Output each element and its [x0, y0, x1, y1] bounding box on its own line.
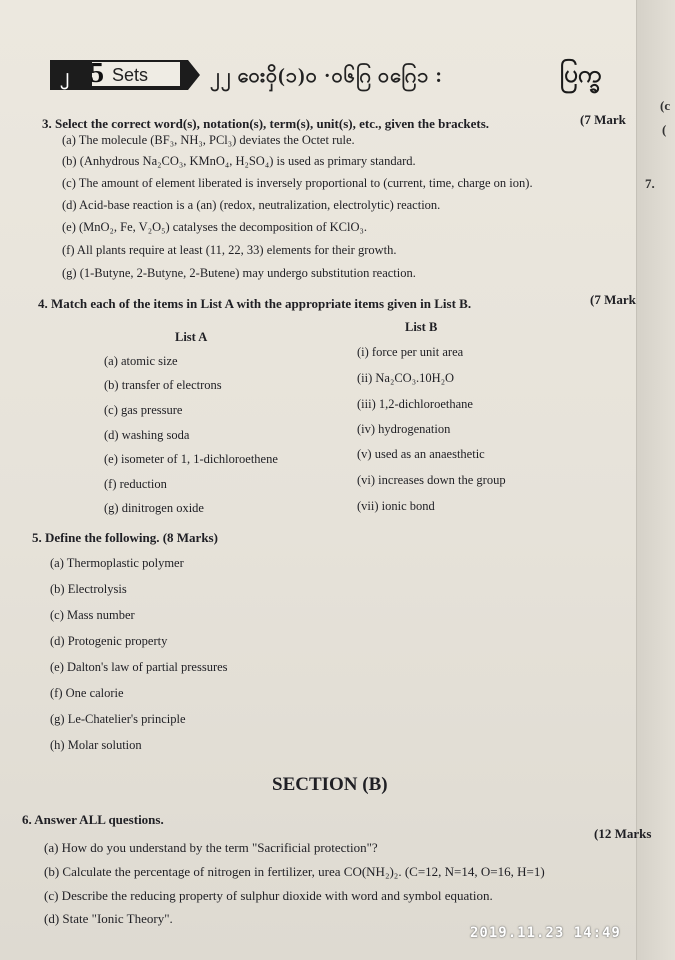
list-a-item: (a) atomic size: [104, 354, 178, 368]
q4-marks: (7 Mark: [590, 292, 636, 307]
list-b-item: (iv) hydrogenation: [357, 422, 451, 436]
q3-item-c: (c) The amount of element liberated is inversely proportional to (current, time, charge on ion).: [62, 176, 533, 190]
q5-item-g: (g) Le-Chatelier's principle: [50, 712, 186, 726]
side-fragment: (c: [660, 98, 671, 113]
list-a-item: (g) dinitrogen oxide: [104, 501, 204, 515]
list-b-item: (vi) increases down the group: [357, 473, 506, 487]
list-b-item: (vii) ionic bond: [357, 499, 435, 513]
q6-title: 6. Answer ALL questions.: [22, 812, 164, 827]
badge-number: ၂: [60, 65, 69, 85]
q4-title: 4. Match each of the items in List A with the appropriate items given in List B.: [38, 296, 472, 311]
q6-item-d: (d) State "Ionic Theory".: [44, 911, 173, 926]
list-a-item: (f) reduction: [104, 477, 167, 491]
list-b-item: (i) force per unit area: [357, 345, 464, 359]
q5-item-a: (a) Thermoplastic polymer: [50, 556, 184, 570]
q3-title: 3. Select the correct word(s), notation(s), term(s), unit(s), etc., given the brackets.: [42, 116, 490, 131]
list-a-title: List A: [175, 330, 208, 344]
q3-marks: (7 Mark: [580, 112, 626, 127]
q6-item-a: (a) How do you understand by the term "Sacrificial protection"?: [44, 840, 378, 855]
q3-item-g: (g) (1-Butyne, 2-Butyne, 2-Butene) may undergo substitution reaction.: [62, 266, 416, 280]
q3-item-d: (d) Acid-base reaction is a (an) (redox, neutralization, electrolytic) reaction.: [62, 198, 441, 212]
side-fragment: (: [662, 122, 667, 137]
list-b-item: (ii) Na₂CO₃.10H₂O: [357, 371, 455, 385]
list-a-item: (b) transfer of electrons: [104, 378, 222, 392]
q5-item-f: (f) One calorie: [50, 686, 124, 700]
q5-item-d: (d) Protogenic property: [50, 634, 168, 648]
adjacent-page-edge: [636, 0, 675, 960]
list-a-item: (d) washing soda: [104, 428, 190, 442]
photo-timestamp: 2019.11.23 14:49: [470, 925, 621, 941]
q5-item-e: (e) Dalton's law of partial pressures: [50, 660, 228, 674]
badge-big-number: 5: [90, 58, 104, 89]
q6-marks: (12 Marks: [594, 826, 652, 841]
q3-item-e: (e) (MnO₂, Fe, V₂O₅) catalyses the decomposition of KClO₃.: [62, 220, 367, 234]
q6-item-b: (b) Calculate the percentage of nitrogen in fertilizer, urea CO(NH₂)₂. (C=12, N=14, O=16, H=1): [44, 864, 545, 879]
q5-title: 5. Define the following. (8 Marks): [32, 530, 218, 545]
list-b-item: (v) used as an anaesthetic: [357, 447, 485, 461]
q3-item-b: (b) (Anhydrous Na₂CO₃, KMnO₄, H₂SO₄) is used as primary standard.: [62, 154, 416, 168]
q5-item-h: (h) Molar solution: [50, 738, 142, 752]
list-b-item: (iii) 1,2-dichloroethane: [357, 397, 473, 411]
list-a-item: (c) gas pressure: [104, 403, 183, 417]
list-a-item: (e) isometer of 1, 1-dichloroethene: [104, 452, 278, 466]
side-fragment: 7.: [645, 176, 655, 191]
header-title: ၂၂ ဝေး၀ှိ(၁)၀ ·၀၆ဂြ ၀ဂြေ၁ :: [210, 65, 444, 87]
list-b-title: List B: [405, 320, 438, 334]
q3-item-a: (a) The molecule (BF₃, NH₃, PCl₃) deviates the Octet rule.: [62, 133, 355, 147]
page-header: [40, 52, 640, 92]
q3-item-f: (f) All plants require at least (11, 22, 33) elements for their growth.: [62, 243, 397, 257]
section-b-heading: SECTION (B): [272, 774, 388, 795]
q6-item-c: (c) Describe the reducing property of sulphur dioxide with word and symbol equation.: [44, 888, 493, 903]
badge-sets-label: Sets: [112, 65, 149, 85]
q5-item-c: (c) Mass number: [50, 608, 135, 622]
q5-item-b: (b) Electrolysis: [50, 582, 127, 596]
header-right-logo: ပြက္ခ: [560, 62, 602, 88]
